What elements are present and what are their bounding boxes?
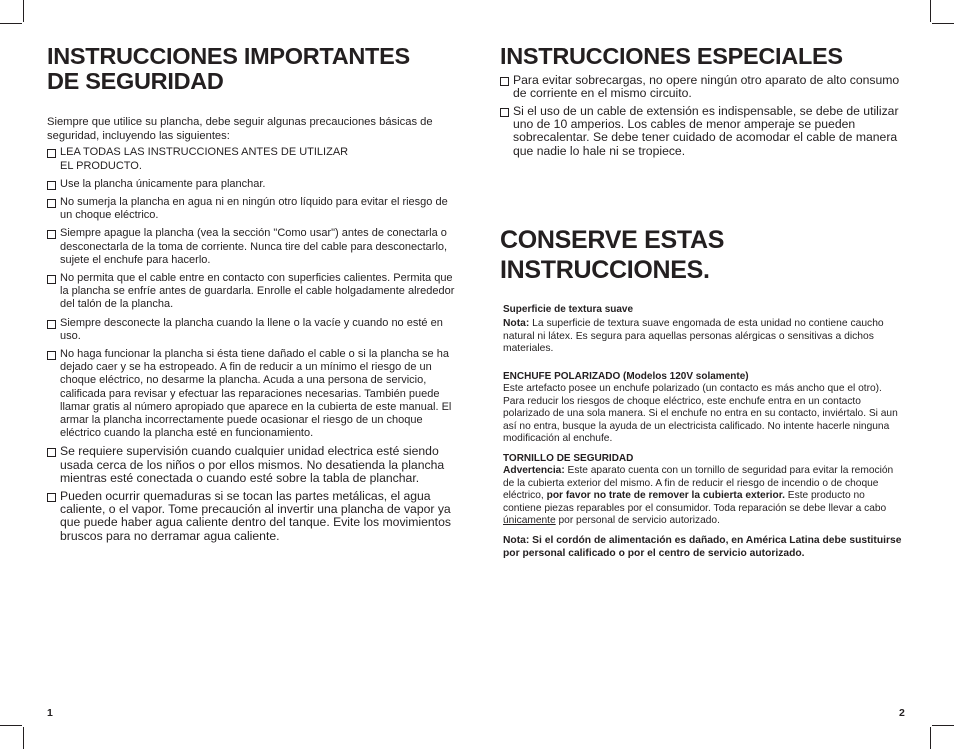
surface-note-label: Nota: (503, 318, 530, 329)
crop-mark (0, 725, 22, 726)
safety-item (47, 146, 458, 172)
conserve-title-line2: INSTRUCCIONES. (500, 256, 710, 284)
safety-item: No haga funcionar la plancha si ésta tiene dañado el cable o si la plancha se ha dejado caer y se ha estropeado. A fin de reducir a un mínimo el riesgo de un choque eléctrico, no desarme la plancha. Acuda a una persona de servicio, calificada para revisar y efectuar las reparaciones necesarias. También puede llamar gratis al número apropiado que aparece en la cubierta de este manual. El armar la plancha incorrectamente puede ocasionar el riesgo de un choque eléctrico cuando la plancha esté en funcionamiento. (47, 348, 458, 440)
safety-title-line1: INSTRUCCIONES IMPORTANTES (47, 43, 410, 69)
special-title: INSTRUCCIONES ESPECIALES (500, 43, 843, 69)
safety-item: Pueden ocurrir quemaduras si se tocan las partes metálicas, el agua caliente, o el vapor. Tome precaución al invertir una plancha de vapor ya que puede haber agua caliente dentro del tanque. Evite los movimientos bruscos para no derramar agua caliente. (47, 490, 458, 543)
surface-section (503, 303, 903, 356)
screw-text-underline: únicamente (503, 515, 556, 527)
plug-section (503, 370, 903, 446)
screw-text-part: Este producto no contiene piezas reparables por el consumidor. Toda reparación se debe llevar a cabo (503, 490, 887, 514)
safety-title (47, 44, 458, 93)
crop-mark (0, 23, 22, 24)
conserve-title-line1: CONSERVE ESTAS (500, 226, 725, 254)
safety-item: Se requiere supervisión cuando cualquier unidad electrica esté siendo usada cerca de los niños o por ellos mismos. No desatienda la plancha mientras esté conectada o cuando esté sobre la tabla de planchar. (47, 445, 458, 485)
screw-warning-label: Advertencia: (503, 465, 565, 476)
safety-title-line2: DE SEGURIDAD (47, 67, 224, 94)
crop-mark (930, 0, 931, 22)
page-number-right: 2 (899, 707, 905, 719)
safety-item-text: LEA TODAS LAS INSTRUCCIONES ANTES DE UTILIZAR (60, 146, 349, 159)
crop-mark (932, 725, 954, 726)
right-page (500, 43, 905, 559)
safety-item: Siempre desconecte la plancha cuando la llene o la vacíe y cuando no esté en uso. (47, 317, 458, 343)
surface-note (503, 318, 903, 356)
screw-text (503, 465, 903, 528)
surface-note-text: La superficie de textura suave engomada de esta unidad no contiene caucho natural ni látex. Es segura para aquellas personas alérgicas o sensitivas a dichos materiales. (503, 318, 884, 355)
safety-list (47, 146, 458, 542)
plug-title: ENCHUFE POLARIZADO (Modelos 120V solamente) (503, 371, 749, 382)
special-list (500, 74, 905, 158)
special-item: Para evitar sobrecargas, no opere ningún otro aparato de alto consumo de corriente en el mismo circuito. (500, 74, 905, 100)
plug-text: Este artefacto posee un enchufe polarizado (un contacto es más ancho que el otro). Para reducir los riesgos de choque eléctrico, este enchufe entra en un contacto polarizado de una sola manera. Si el enchufe no entra en su contacto, inviértalo. Si aun así no entra, busque la ayuda de un electricista calificado. No intente hacerle ninguna modificación al enchufe. (503, 383, 898, 445)
crop-mark (23, 0, 24, 22)
safety-item: No sumerja la plancha en agua ni en ningún otro líquido para evitar el riesgo de un choque eléctrico. (47, 196, 458, 222)
safety-item: No permita que el cable entre en contacto con superficies calientes. Permita que la plancha se enfríe antes de guardarla. Enrolle el cable holgadamente alrededor del talón de la plancha. (47, 272, 458, 312)
crop-mark (930, 727, 931, 749)
screw-text-part: por personal de servicio autorizado. (555, 515, 720, 527)
safety-item: Siempre apague la plancha (vea la sección "Como usar") antes de conectarla o desconectarla de la toma de corriente. Nunca tire del cable para desconectarlo, sujete el enchufe para hacerlo. (47, 227, 458, 267)
screw-text-part: Este aparato cuenta con un tornillo de seguridad para evitar la remoción de la cubierta exterior del mismo. A fin de reducir el riesgo de incendio o de choque eléctrico, (503, 465, 894, 502)
page-number-left: 1 (47, 707, 53, 719)
screw-title: TORNILLO DE SEGURIDAD (503, 453, 634, 464)
screw-text-bold: por favor no trate de remover la cubierta exterior. (546, 490, 785, 502)
special-item: Si el uso de un cable de extensión es indispensable, se debe de utilizar uno de 10 amperios. Los cables de menor amperaje se pueden sobrecalentar. Se debe tener cuidado de acomodar el cable de manera que nadie lo hale ni se tropiece. (500, 105, 905, 158)
left-page (47, 44, 458, 548)
safety-item-text: EL PRODUCTO. (60, 159, 142, 172)
screw-section (503, 452, 903, 528)
safety-intro: Siempre que utilice su plancha, debe seguir algunas precauciones básicas de seguridad, incluyendo las siguientes: (47, 116, 433, 143)
safety-item: Use la plancha únicamente para planchar. (47, 178, 458, 191)
crop-mark (23, 727, 24, 749)
surface-title: Superficie de textura suave (503, 304, 634, 315)
final-note: Nota: Si el cordón de alimentación es dañado, en América Latina debe sustituirse por personal calificado o por el centro de servicio autorizado. (503, 535, 902, 559)
conserve-title (500, 225, 724, 285)
crop-mark (932, 23, 954, 24)
